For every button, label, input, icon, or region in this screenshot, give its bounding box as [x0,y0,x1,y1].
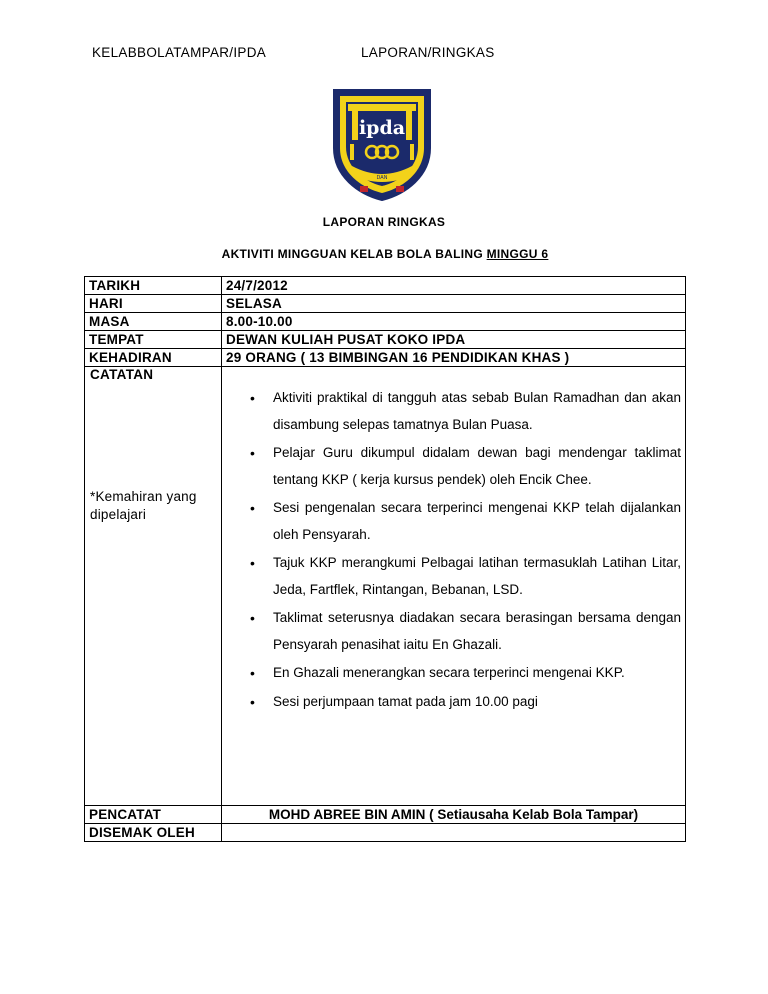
ipda-logo [330,86,434,202]
bullet-icon: • [250,390,255,406]
note-text: Taklimat seterusnya diadakan secara berasingan bersama dengan Pensyarah penasihat iaitu En Ghazali. [273,610,681,652]
table-row [85,349,686,367]
note-text: Aktiviti praktikal di tangguh atas sebab Bulan Ramadhan dan akan disambung selepas tamatnya Bulan Puasa. [273,390,681,432]
note-text: En Ghazali menerangkan secara terperinci mengenai KKP. [273,665,625,680]
catatan-label: CATATAN [90,367,154,382]
table-row [85,331,686,349]
note-item [236,605,681,658]
note-item [236,550,681,603]
row-value: SELASA [222,295,686,313]
note-text: Pelajar Guru dikumpul didalam dewan bagi mendengar taklimat tentang KKP ( kerja kursus pendek) oleh Encik Chee. [273,445,681,487]
row-label: KEHADIRAN [85,349,222,367]
disemak-label: DISEMAK OLEH [85,824,222,842]
pencatat-row [85,806,686,824]
catatan-cell [85,367,222,806]
subtitle-week: MINGGU 6 [486,247,549,261]
note-text: Tajuk KKP merangkumi Pelbagai latihan termasuklah Latihan Litar, Jeda, Fartflek, Rintangan, Bebanan, LSD. [273,555,681,597]
note-item [236,440,681,493]
note-item [236,385,681,438]
note-item [236,689,681,716]
row-value: 8.00-10.00 [222,313,686,331]
row-label: TEMPAT [85,331,222,349]
row-value: DEWAN KULIAH PUSAT KOKO IPDA [222,331,686,349]
row-label: MASA [85,313,222,331]
catatan-row [85,367,686,806]
svg-text:DAN: DAN [376,175,388,181]
kemahiran-label: *Kemahiran yang dipelajari [90,489,197,522]
disemak-row [85,824,686,842]
note-text: Sesi pengenalan secara terperinci mengenai KKP telah dijalankan oleh Pensyarah. [273,500,681,542]
pencatat-label: PENCATAT [85,806,222,824]
subtitle-prefix: AKTIVITI MINGGUAN KELAB BOLA BALING [221,247,487,261]
bullet-icon: • [250,445,255,461]
report-title: LAPORAN RINGKAS [322,215,446,229]
pencatat-value: MOHD ABREE BIN AMIN ( Setiausaha Kelab Bola Tampar) [222,806,686,824]
bullet-icon: • [250,500,255,516]
row-label: HARI [85,295,222,313]
note-text: Sesi perjumpaan tamat pada jam 10.00 pagi [273,693,538,709]
bullet-icon: • [250,610,255,626]
report-subtitle [0,247,768,261]
table-row [85,295,686,313]
header-right: LAPORAN/RINGKAS [361,45,495,60]
row-label: TARIKH [85,277,222,295]
table-row [85,313,686,331]
bullet-icon: • [250,555,255,571]
note-item [236,660,681,687]
bullet-icon: • [250,693,255,710]
header-left: KELABBOLATAMPAR/IPDA [92,45,267,60]
bullet-icon: • [250,665,255,681]
notes-cell [222,367,686,806]
disemak-value [222,824,686,842]
report-table [84,276,686,842]
notes-list [222,367,685,741]
row-value: 24/7/2012 [222,277,686,295]
table-row [85,277,686,295]
note-item [236,495,681,548]
row-value: 29 ORANG ( 13 BIMBINGAN 16 PENDIDIKAN KHAS ) [222,349,686,367]
logo-text: ipda [358,117,406,139]
